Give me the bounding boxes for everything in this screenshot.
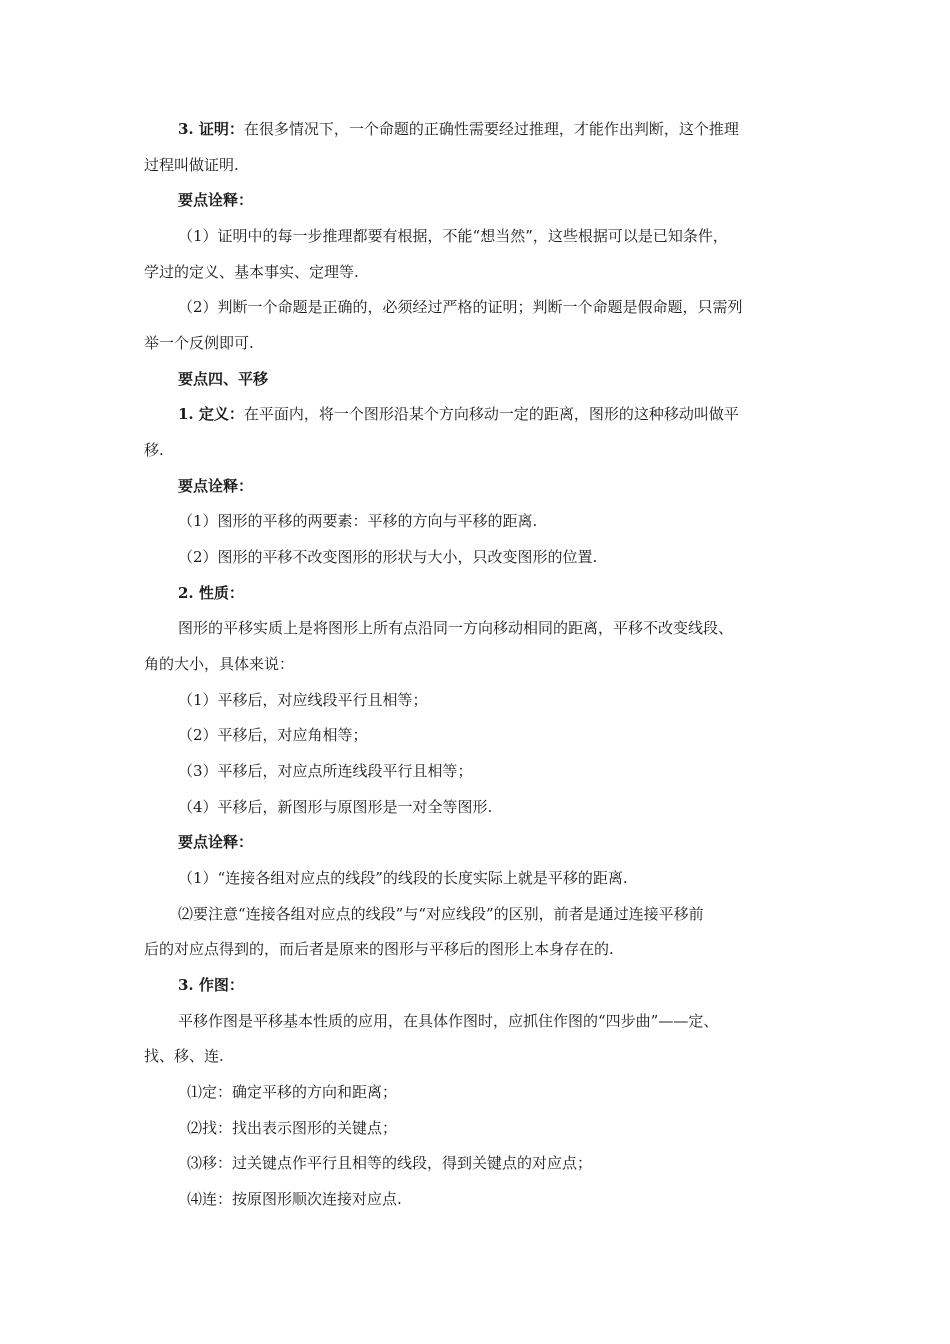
- note3-2-line-b: 后的对应点得到的，而后者是原来的图形与平移后的图形上本身存在的.: [144, 940, 614, 958]
- note1-2-line-b: 举一个反例即可.: [144, 334, 254, 352]
- prop-line-1: 图形的平移实质上是将图形上所有点沿同一方向移动相同的距离，平移不改变线段、: [178, 619, 734, 637]
- prop-item-1: （1）平移后，对应线段平行且相等；: [178, 691, 428, 709]
- draw-line-1: 平移作图是平移基本性质的应用，在具体作图时，应抓住作图的“四步曲”——定、: [178, 1012, 719, 1030]
- draw-heading: 3. 作图：: [178, 976, 244, 994]
- section4-title: 要点四、平移: [178, 370, 269, 388]
- prop-item-3: （3）平移后，对应点所连线段平行且相等；: [178, 762, 473, 780]
- draw-step-3: ⑶移：过关键点作平行且相等的线段，得到关键点的对应点；: [187, 1154, 593, 1172]
- draw-step-4: ⑷连：按原图形顺次连接对应点.: [187, 1190, 402, 1208]
- note1-1-line-a: （1）证明中的每一步推理都要有根据，不能“想当然”，这些根据可以是已知条件，: [178, 227, 728, 245]
- draw-step-1: ⑴定：确定平移的方向和距离；: [187, 1083, 398, 1101]
- def-line-2: 移.: [144, 441, 164, 459]
- note1-1-line-b: 学过的定义、基本事实、定理等.: [144, 263, 359, 281]
- notes-heading-2: 要点诠释：: [178, 477, 254, 495]
- note2-1: （1）图形的平移的两要素：平移的方向与平移的距离.: [178, 512, 538, 530]
- prop-item-2: （2）平移后，对应角相等；: [178, 726, 368, 744]
- note1-2-line-a: （2）判断一个命题是正确的，必须经过严格的证明；判断一个命题是假命题，只需列: [178, 298, 743, 316]
- notes-heading-1: 要点诠释：: [178, 191, 254, 209]
- prop-heading: 2. 性质：: [178, 584, 244, 602]
- note3-2-line-a: ⑵要注意“连接各组对应点的线段”与“对应线段”的区别，前者是通过连接平移前: [178, 905, 704, 923]
- def-text-1: 在平面内，将一个图形沿某个方向移动一定的距离，图形的这种移动叫做平: [243, 405, 739, 423]
- prop-item-4: （4）平移后，新图形与原图形是一对全等图形.: [178, 798, 493, 816]
- note3-1: （1）“连接各组对应点的线段”的线段的长度实际上就是平移的距离.: [178, 869, 628, 887]
- proof-line-2: 过程叫做证明.: [144, 156, 239, 174]
- def-line-1: [178, 403, 739, 425]
- def-label: 1. 定义：: [178, 405, 244, 423]
- proof-text-1: 在很多情况下，一个命题的正确性需要经过推理，才能作出判断，这个推理: [243, 120, 739, 138]
- proof-label: 3. 证明：: [178, 120, 244, 138]
- notes-heading-3: 要点诠释：: [178, 833, 254, 851]
- draw-step-2: ⑵找：找出表示图形的关键点；: [187, 1119, 398, 1137]
- prop-line-2: 角的大小，具体来说：: [144, 655, 295, 673]
- draw-line-2: 找、移、连.: [144, 1047, 224, 1065]
- note2-2: （2）图形的平移不改变图形的形状与大小，只改变图形的位置.: [178, 548, 598, 566]
- proof-line-1: [178, 118, 739, 140]
